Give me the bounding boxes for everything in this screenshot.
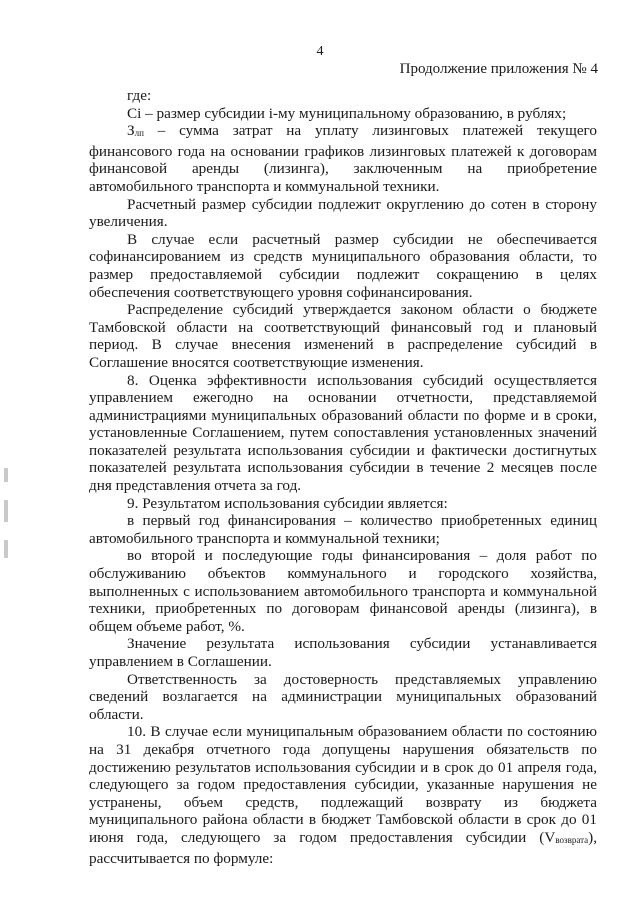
scan-margin-mark bbox=[4, 500, 8, 522]
paragraph-responsibility: Ответственность за достоверность представляемых управлению сведений возлагается на администрации муниципальных образований области. bbox=[89, 670, 597, 723]
scan-margin-mark bbox=[4, 468, 8, 482]
cost-symbol: З bbox=[127, 122, 135, 140]
refund-symbol: V bbox=[544, 828, 556, 846]
paragraph-cofinancing: В случае если расчетный размер субсидии не обеспечивается софинансированием из средств муниципального образования области, то размер предоставляемой субсидии подлежит сокращению в целях обеспечения соответствующего уровня софинансирования. bbox=[89, 230, 597, 301]
appendix-continuation-note: Продолжение приложения № 4 bbox=[399, 61, 598, 77]
paragraph-result-value: Значение результата использования субсидии устанавливается управлением в Соглашении. bbox=[89, 635, 597, 670]
item-10-text: 10. В случае если муниципальным образованием области по состоянию на 31 декабря отчетного года допущены нарушения обязательств по достижению результатов использования субсидии и в срок до 01 апреля года, следующего за годом предоставления субсидии, указанные нарушения не устранены, объем средств, подлежащий возврату из бюджета муниципального района области в бюджет Тамбовской области в срок до 01 июня года, следующего за годом предоставления субсидии ( bbox=[89, 723, 597, 846]
paragraph-item-9: 9. Результатом использования субсидии является: bbox=[127, 494, 448, 512]
scan-margin-mark bbox=[4, 540, 8, 558]
paragraph-item-10 bbox=[89, 723, 597, 867]
item-10-tail: ), рассчитывается по формуле: bbox=[89, 828, 597, 867]
paragraph-second-year: во второй и последующие годы финансирования – доля работ по обслуживанию объектов коммунального и городского хозяйства, выполненных с использованием автомобильного транспорта и коммунальной техники, приобретенных по договорам финансовой аренды (лизинга), в общем объеме работ, %. bbox=[89, 547, 597, 635]
page-number: 4 bbox=[316, 44, 324, 59]
paragraph-cost-definition bbox=[89, 122, 597, 195]
cost-subscript: лп bbox=[134, 128, 144, 139]
paragraph-where: где: bbox=[127, 87, 152, 104]
paragraph-distribution: Распределение субсидий утверждается законом области о бюджете Тамбовской области на соответствующий финансовый год и плановый период. В случае внесения изменений в распределение субсидий в Соглашение вносятся соответствующие изменения. bbox=[89, 301, 597, 371]
cost-definition-text: – сумма затрат на уплату лизинговых платежей текущего финансового года на основании графиков лизинговых платежей к договорам финансовой аренды (лизинга), заключенным на приобретение автомобильного транспорта и коммунальной техники. bbox=[89, 122, 598, 195]
paragraph-item-8: 8. Оценка эффективности использования субсидий осуществляется управлением ежегодно на основании отчетности, представляемой администрациями муниципальных образований области по форме и в сроки, установленные Соглашением, путем сопоставления установленных значений показателей результата использования субсидии и фактически достигнутых показателей результата использования субсидии в течение 2 месяцев после дня представления отчета за год. bbox=[89, 371, 597, 495]
document-body bbox=[89, 87, 597, 867]
paragraph-ci-definition: Ci – размер субсидии i-му муниципальному образованию, в рублях; bbox=[127, 104, 567, 122]
paragraph-rounding: Расчетный размер субсидии подлежит округлению до сотен в сторону увеличения. bbox=[89, 195, 597, 231]
paragraph-first-year: в первый год финансирования – количество приобретенных единиц автомобильного транспорта и коммунальной техники; bbox=[89, 512, 597, 547]
refund-subscript: возврата bbox=[555, 834, 589, 845]
